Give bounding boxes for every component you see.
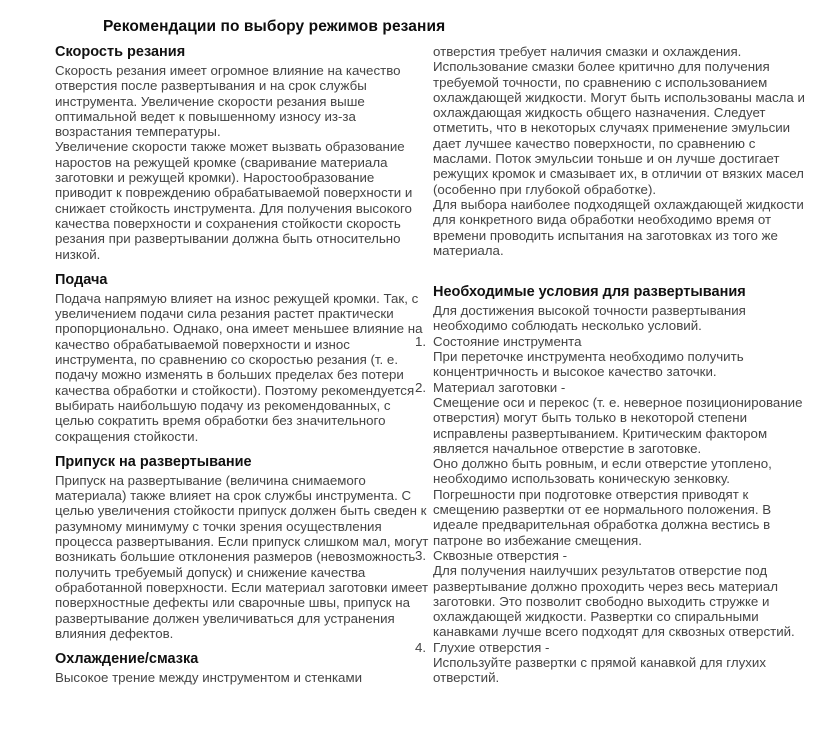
paragraph: Подача напрямую влияет на износ режущей кромки. Так, с увеличением подачи сила резания растет практически пропорционально. Однако, она имеет меньшее влияние на качество обрабатываемой поверхности и износ инструмента, по сравнению со скоростью резания (т. е. подачу можно изменять в больших пределах без потери качества обработки и стойкости). Поэтому рекомендуется выбирать наибольшую подачу из рекомендованных, с целью сократить время обработки без значительного сокращения стойкости.: [55, 290, 423, 444]
conditions-intro: Для достижения высокой точности развертывания необходимо соблюдать несколько условий.: [433, 303, 746, 334]
item-title: Состояние инструмента: [433, 333, 582, 349]
section-feed: [55, 272, 431, 444]
section-heading-feed: Подача: [55, 271, 108, 288]
section-heading-cutting-speed: Скорость резания: [55, 44, 186, 60]
section-heading-cooling-lubrication: Охлаждение/смазка: [55, 651, 199, 668]
paragraph: Смещение оси и перекос (т. е. неверное позиционирование отверстия) могут быть только в некоторой степени исправлены развертыванием. Критическим фактором является начальное отверстие в заготовке.: [433, 394, 803, 456]
paragraph: Для выбора наиболее подходящей охлаждающей жидкости для конкретного вида обработки необходимо время от времени проводить испытания на заготовках из того же материала.: [433, 196, 804, 258]
item-title: Сквозные отверстия -: [433, 547, 568, 563]
section-heading-reaming-conditions: Необходимые условия для развертывания: [433, 284, 746, 301]
item-number: 3.: [415, 547, 427, 563]
paragraph: Оно должно быть ровным, и если отверстие утоплено, необходимо использовать коническую зенковку. Погрешности при подготовке отверстия приводят к смещению развертки от ее нормального положения. В идеале предварительная обработка должна вестись в патроне во избежание смещения.: [433, 456, 772, 548]
condition-item-through-holes: [415, 547, 811, 640]
paragraph: Для получения наилучших результатов отверстие под развертывание должно проходить через весь материал заготовки. Это позволит свободно выходить стружке и охлаждающей жидкости. Развертки со спиральными канавками лучше всего подходят для сквозных отверстий.: [433, 563, 795, 640]
paragraph: Припуск на развертывание (величина снимаемого материала) также влияет на срок службы инструмента. С целью увеличения стойкости припуск должен быть сведен к разумному минимуму с точки зрения осуществления процесса развертывания. Если припуск слишком мал, могут возникать большие отклонения размеров (невозможность получить требуемый допуск) и снижение качества обработанной поверхности. Если материал заготовки имеет поверхностные дефекты или сварочные швы, припуск на развертывание должен увеличиваться для устранения влияния дефектов.: [55, 472, 429, 641]
section-heading-reaming-allowance: Припуск на развертывание: [55, 453, 252, 470]
paragraph: При переточке инструмента необходимо получить концентричность и высокое качество заточки.: [433, 349, 744, 380]
condition-item-workpiece-material: [415, 379, 811, 548]
section-reaming-allowance: [55, 454, 431, 641]
item-number: 4.: [415, 639, 427, 655]
condition-item-blind-holes: [415, 639, 811, 686]
section-reaming-conditions: [415, 284, 811, 686]
section-cutting-speed: [55, 44, 431, 262]
condition-item-tool-state: [415, 333, 811, 380]
item-number: 1.: [415, 333, 427, 349]
right-column: [415, 44, 811, 686]
conditions-list: [415, 333, 811, 686]
section-cooling-lubrication: [55, 651, 431, 685]
paragraph-continuation: отверстия требует наличия смазки и охлаждения. Использование смазки более критично для получения требуемой точности, по сравнению с использованием охлаждающей жидкости. Могут быть использованы масла и охлаждающая жидкость общего назначения. Следует отметить, что в некоторых случаях применение эмульсии дает лучшее качество поверхности, по сравнению с маслами. Поток эмульсии тоньше и он лучше достигает режущих кромок и смазывает их, в отличии от вязких масел (особенно при глубокой обработке).: [433, 44, 805, 197]
paragraph: Высокое трение между инструментом и стенками: [55, 670, 363, 686]
item-number: 2.: [415, 379, 427, 395]
paragraph: Увеличение скорости также может вызвать образование наростов на режущей кромке (сваривание материала заготовки и режущей кромки). Наростообразование приводит к повреждению обрабатываемой поверхности и снижает стойкость инструмента. Для получения высокого качества поверхности и сохранения стойкости скорость резания при развертывании должна быть относительно низкой.: [55, 139, 413, 262]
paragraph: Скорость резания имеет огромное влияние на качество отверстия после развертывания и на срок службы инструмента. Увеличение скорости резания выше оптимальной ведет к повышенному износу из-за возрастания температуры.: [55, 63, 401, 140]
item-title: Глухие отверстия -: [433, 639, 550, 655]
item-title: Материал заготовки -: [433, 379, 566, 395]
page-title: Рекомендации по выбору режимов резания: [103, 18, 446, 36]
left-column: [55, 44, 431, 685]
paragraph: Используйте развертки с прямой канавкой для глухих отверстий.: [433, 654, 766, 686]
